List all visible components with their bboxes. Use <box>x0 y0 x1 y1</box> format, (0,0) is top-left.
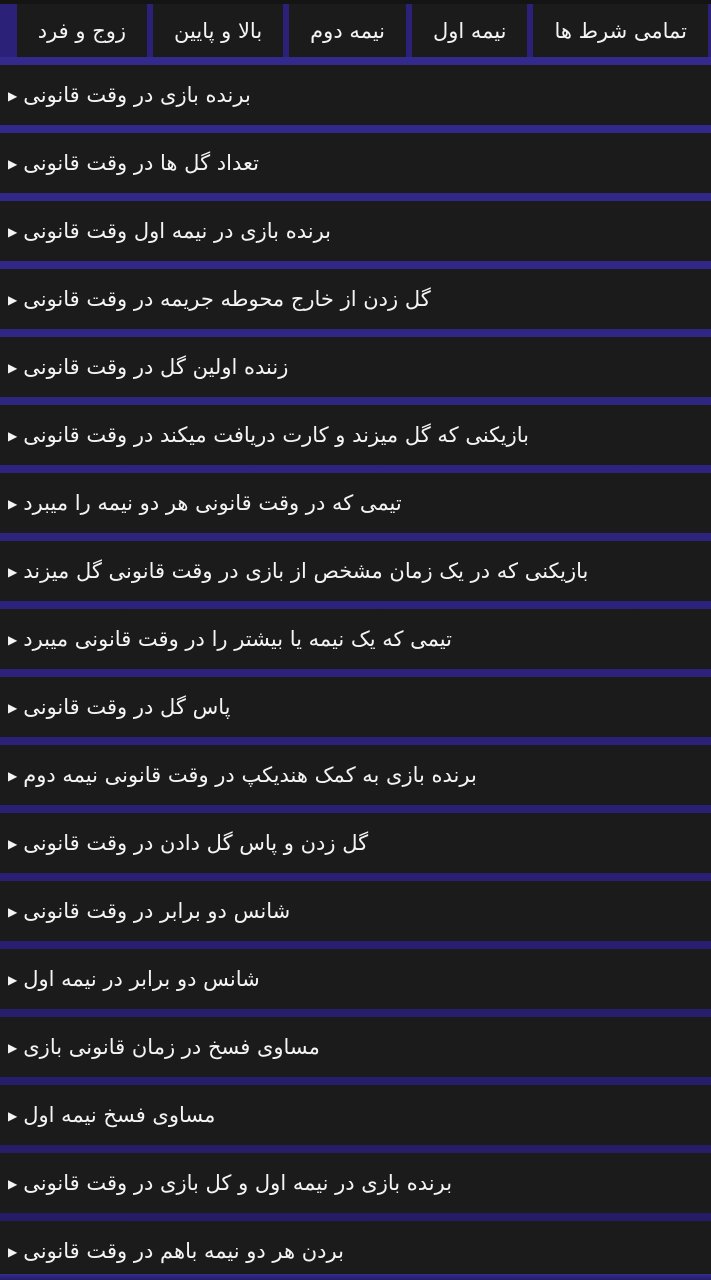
tab-label: بالا و پایین <box>174 18 263 43</box>
list-item-label: بازیکنی که در یک زمان مشخص از بازی در وقت قانونی گل میزند <box>23 559 589 583</box>
tab-label: نیمه اول <box>432 18 507 43</box>
expand-arrow-icon: ▶ <box>8 1109 18 1123</box>
list-item-label: گل زدن از خارج محوطه جریمه در وقت قانونی <box>23 287 431 311</box>
tab-second-half[interactable] <box>289 4 406 57</box>
expand-arrow-icon: ▶ <box>8 973 18 987</box>
list-item[interactable] <box>0 745 711 805</box>
list-item[interactable] <box>0 677 711 737</box>
tab-odd-even[interactable] <box>17 4 147 57</box>
list-item-label: بازیکنی که گل میزند و کارت دریافت میکند در وقت قانونی <box>23 423 530 447</box>
list-item[interactable] <box>0 1153 711 1213</box>
list-item[interactable] <box>0 881 711 941</box>
list-item-label: تیمی که در وقت قانونی هر دو نیمه را میبرد <box>23 491 402 515</box>
list-item-label: برنده بازی به کمک هندیکپ در وقت قانونی نیمه دوم <box>23 763 477 787</box>
list-item-label: شانس دو برابر در نیمه اول <box>23 967 260 991</box>
expand-arrow-icon: ▶ <box>8 837 18 851</box>
list-item-label: بردن هر دو نیمه باهم در وقت قانونی <box>23 1239 344 1263</box>
bet-market-list <box>0 57 711 1280</box>
list-item-label: مساوی فسخ در زمان قانونی بازی <box>23 1035 320 1059</box>
list-item[interactable] <box>0 949 711 1009</box>
list-item[interactable] <box>0 337 711 397</box>
list-item[interactable] <box>0 1085 711 1145</box>
expand-arrow-icon: ▶ <box>8 361 18 375</box>
list-item-label: برنده بازی در وقت قانونی <box>23 83 251 107</box>
list-item-label: گل زدن و پاس گل دادن در وقت قانونی <box>23 831 369 855</box>
tab-first-half[interactable] <box>412 4 528 57</box>
list-item[interactable] <box>0 541 711 601</box>
list-item-label: تیمی که یک نیمه یا بیشتر را در وقت قانونی میبرد <box>23 627 452 651</box>
list-item-label: برنده بازی در نیمه اول و کل بازی در وقت قانونی <box>23 1171 453 1195</box>
tab-over-under[interactable] <box>153 4 283 57</box>
list-item[interactable] <box>0 1017 711 1077</box>
tab-label: زوج و فرد <box>37 18 127 43</box>
expand-arrow-icon: ▶ <box>8 769 18 783</box>
tab-label: تمامی شرط ها <box>554 18 687 43</box>
list-item[interactable] <box>0 609 711 669</box>
list-item[interactable] <box>0 1221 711 1280</box>
list-item-label: مساوی فسخ نیمه اول <box>23 1103 216 1127</box>
list-item[interactable] <box>0 201 711 261</box>
expand-arrow-icon: ▶ <box>8 497 18 511</box>
expand-arrow-icon: ▶ <box>8 1245 18 1259</box>
expand-arrow-icon: ▶ <box>8 225 18 239</box>
expand-arrow-icon: ▶ <box>8 701 18 715</box>
list-item[interactable] <box>0 813 711 873</box>
expand-arrow-icon: ▶ <box>8 633 18 647</box>
list-item[interactable] <box>0 269 711 329</box>
bottom-separator-strip <box>0 1274 711 1280</box>
expand-arrow-icon: ▶ <box>8 293 18 307</box>
expand-arrow-icon: ▶ <box>8 565 18 579</box>
list-item[interactable] <box>0 65 711 125</box>
tab-all-bets[interactable] <box>533 4 708 57</box>
expand-arrow-icon: ▶ <box>8 157 18 171</box>
list-item[interactable] <box>0 133 711 193</box>
expand-arrow-icon: ▶ <box>8 1041 18 1055</box>
expand-arrow-icon: ▶ <box>8 1177 18 1191</box>
list-item[interactable] <box>0 405 711 465</box>
list-item-label: برنده بازی در نیمه اول وقت قانونی <box>23 219 331 243</box>
list-item-label: تعداد گل ها در وقت قانونی <box>23 151 259 175</box>
expand-arrow-icon: ▶ <box>8 905 18 919</box>
list-item[interactable] <box>0 473 711 533</box>
expand-arrow-icon: ▶ <box>8 89 18 103</box>
filter-tabs-row <box>0 4 711 57</box>
expand-arrow-icon: ▶ <box>8 429 18 443</box>
list-item-label: پاس گل در وقت قانونی <box>23 695 231 719</box>
tab-label: نیمه دوم <box>310 18 385 43</box>
list-item-label: زننده اولین گل در وقت قانونی <box>23 355 289 379</box>
list-item-label: شانس دو برابر در وقت قانونی <box>23 899 291 923</box>
